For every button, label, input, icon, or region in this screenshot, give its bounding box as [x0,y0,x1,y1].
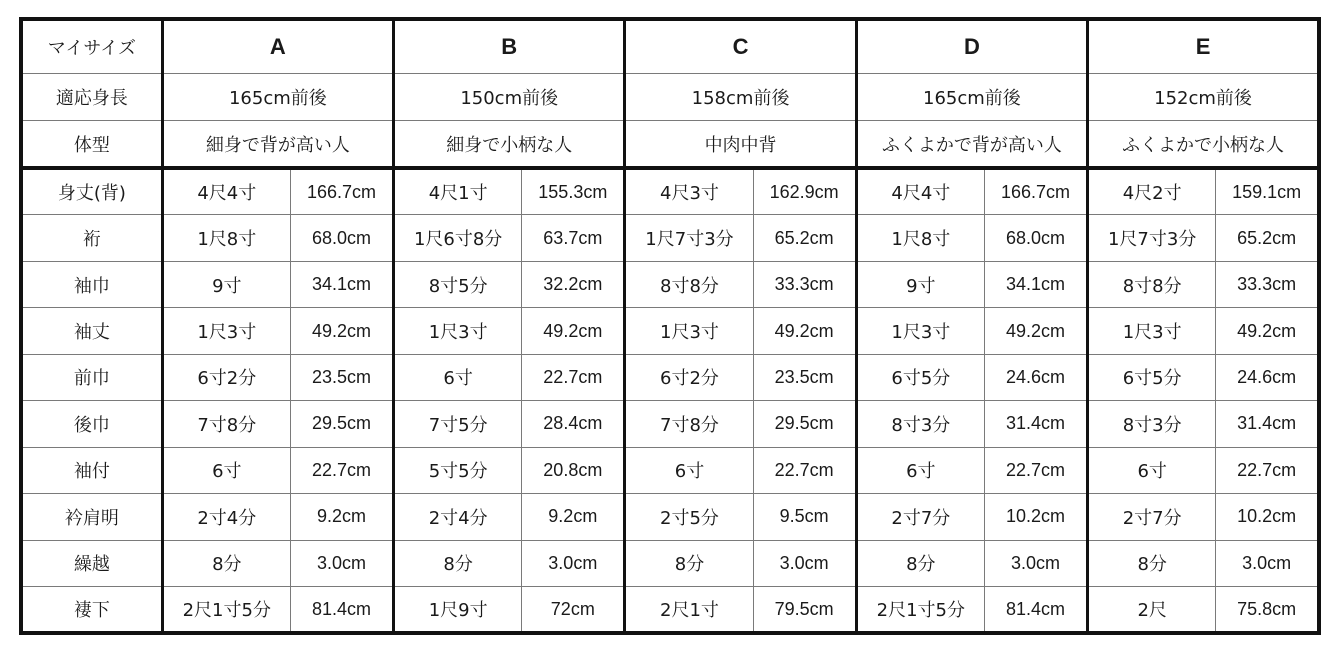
metric-measure-c: 162.9cm [753,168,856,214]
traditional-measure-b: 5寸5分 [394,447,522,493]
measurement-row [21,354,1319,400]
measurement-row [21,587,1319,633]
height-value-a: 165cm前後 [162,74,393,121]
traditional-measure-b: 2寸4分 [394,494,522,540]
metric-measure-a: 81.4cm [290,587,393,633]
measurement-row [21,447,1319,493]
metric-measure-a: 3.0cm [290,540,393,586]
metric-measure-e: 22.7cm [1216,447,1319,493]
traditional-measure-e: 1尺7寸3分 [1088,215,1216,261]
measurement-row [21,401,1319,447]
traditional-measure-d: 8寸3分 [856,401,984,447]
body-type-value-a: 細身で背が高い人 [162,121,393,168]
traditional-measure-c: 2寸5分 [625,494,753,540]
metric-measure-c: 23.5cm [753,354,856,400]
measurement-label: 繰越 [21,540,162,586]
measurement-label: 袖丈 [21,308,162,354]
metric-measure-e: 24.6cm [1216,354,1319,400]
metric-measure-c: 33.3cm [753,261,856,307]
measurement-label: 袖付 [21,447,162,493]
traditional-measure-a: 6寸 [162,447,290,493]
traditional-measure-d: 4尺4寸 [856,168,984,214]
height-value-e: 152cm前後 [1088,74,1319,121]
metric-measure-e: 75.8cm [1216,587,1319,633]
traditional-measure-d: 6寸5分 [856,354,984,400]
metric-measure-d: 68.0cm [984,215,1087,261]
metric-measure-b: 22.7cm [522,354,625,400]
traditional-measure-c: 1尺3寸 [625,308,753,354]
metric-measure-b: 155.3cm [522,168,625,214]
traditional-measure-d: 1尺8寸 [856,215,984,261]
height-row [21,74,1319,121]
metric-measure-a: 68.0cm [290,215,393,261]
metric-measure-a: 9.2cm [290,494,393,540]
metric-measure-c: 3.0cm [753,540,856,586]
metric-measure-c: 49.2cm [753,308,856,354]
traditional-measure-e: 6寸 [1088,447,1216,493]
traditional-measure-c: 2尺1寸 [625,587,753,633]
metric-measure-c: 29.5cm [753,401,856,447]
body-type-value-e: ふくよかで小柄な人 [1088,121,1319,168]
traditional-measure-e: 6寸5分 [1088,354,1216,400]
traditional-measure-c: 4尺3寸 [625,168,753,214]
measurement-row [21,215,1319,261]
traditional-measure-e: 1尺3寸 [1088,308,1216,354]
body-type-row [21,121,1319,168]
metric-measure-e: 159.1cm [1216,168,1319,214]
metric-measure-b: 49.2cm [522,308,625,354]
metric-measure-d: 31.4cm [984,401,1087,447]
traditional-measure-e: 2尺 [1088,587,1216,633]
height-value-c: 158cm前後 [625,74,856,121]
size-header-label: マイサイズ [21,19,162,74]
traditional-measure-a: 6寸2分 [162,354,290,400]
metric-measure-a: 29.5cm [290,401,393,447]
traditional-measure-d: 2寸7分 [856,494,984,540]
height-value-b: 150cm前後 [394,74,625,121]
metric-measure-c: 9.5cm [753,494,856,540]
traditional-measure-c: 1尺7寸3分 [625,215,753,261]
metric-measure-b: 72cm [522,587,625,633]
metric-measure-e: 33.3cm [1216,261,1319,307]
traditional-measure-e: 8寸8分 [1088,261,1216,307]
metric-measure-d: 34.1cm [984,261,1087,307]
metric-measure-d: 166.7cm [984,168,1087,214]
body-type-value-c: 中肉中背 [625,121,856,168]
metric-measure-b: 9.2cm [522,494,625,540]
traditional-measure-a: 1尺3寸 [162,308,290,354]
metric-measure-a: 166.7cm [290,168,393,214]
metric-measure-d: 10.2cm [984,494,1087,540]
metric-measure-d: 24.6cm [984,354,1087,400]
metric-measure-e: 49.2cm [1216,308,1319,354]
size-header-row [21,19,1319,74]
measurement-row [21,540,1319,586]
measurement-label: 袖巾 [21,261,162,307]
traditional-measure-b: 6寸 [394,354,522,400]
traditional-measure-c: 6寸 [625,447,753,493]
traditional-measure-b: 1尺3寸 [394,308,522,354]
measurement-label: 裄 [21,215,162,261]
size-letter-a: A [162,19,393,74]
size-letter-c: C [625,19,856,74]
size-letter-b: B [394,19,625,74]
table-body [21,19,1319,633]
traditional-measure-d: 6寸 [856,447,984,493]
traditional-measure-b: 7寸5分 [394,401,522,447]
measurement-row [21,494,1319,540]
metric-measure-a: 49.2cm [290,308,393,354]
height-label: 適応身長 [21,74,162,121]
metric-measure-e: 3.0cm [1216,540,1319,586]
metric-measure-c: 79.5cm [753,587,856,633]
traditional-measure-e: 8寸3分 [1088,401,1216,447]
metric-measure-b: 20.8cm [522,447,625,493]
metric-measure-c: 65.2cm [753,215,856,261]
traditional-measure-d: 2尺1寸5分 [856,587,984,633]
metric-measure-d: 49.2cm [984,308,1087,354]
size-letter-d: D [856,19,1087,74]
traditional-measure-e: 8分 [1088,540,1216,586]
traditional-measure-a: 7寸8分 [162,401,290,447]
metric-measure-e: 65.2cm [1216,215,1319,261]
measurement-label: 褄下 [21,587,162,633]
measurement-row [21,168,1319,214]
metric-measure-e: 10.2cm [1216,494,1319,540]
size-table [19,17,1321,635]
metric-measure-d: 3.0cm [984,540,1087,586]
traditional-measure-e: 2寸7分 [1088,494,1216,540]
traditional-measure-b: 1尺6寸8分 [394,215,522,261]
metric-measure-d: 22.7cm [984,447,1087,493]
traditional-measure-b: 1尺9寸 [394,587,522,633]
traditional-measure-a: 1尺8寸 [162,215,290,261]
measurement-label: 衿肩明 [21,494,162,540]
height-value-d: 165cm前後 [856,74,1087,121]
traditional-measure-c: 7寸8分 [625,401,753,447]
traditional-measure-e: 4尺2寸 [1088,168,1216,214]
metric-measure-b: 3.0cm [522,540,625,586]
metric-measure-e: 31.4cm [1216,401,1319,447]
measurement-label: 身丈(背) [21,168,162,214]
metric-measure-b: 32.2cm [522,261,625,307]
traditional-measure-d: 8分 [856,540,984,586]
traditional-measure-d: 9寸 [856,261,984,307]
traditional-measure-a: 8分 [162,540,290,586]
metric-measure-a: 34.1cm [290,261,393,307]
body-type-value-b: 細身で小柄な人 [394,121,625,168]
traditional-measure-b: 4尺1寸 [394,168,522,214]
measurement-label: 後巾 [21,401,162,447]
metric-measure-a: 23.5cm [290,354,393,400]
traditional-measure-d: 1尺3寸 [856,308,984,354]
traditional-measure-a: 9寸 [162,261,290,307]
traditional-measure-b: 8分 [394,540,522,586]
traditional-measure-c: 8寸8分 [625,261,753,307]
traditional-measure-a: 2寸4分 [162,494,290,540]
traditional-measure-a: 2尺1寸5分 [162,587,290,633]
metric-measure-c: 22.7cm [753,447,856,493]
traditional-measure-b: 8寸5分 [394,261,522,307]
metric-measure-a: 22.7cm [290,447,393,493]
metric-measure-b: 28.4cm [522,401,625,447]
traditional-measure-c: 8分 [625,540,753,586]
measurement-label: 前巾 [21,354,162,400]
body-type-value-d: ふくよかで背が高い人 [856,121,1087,168]
measurement-row [21,261,1319,307]
measurement-row [21,308,1319,354]
metric-measure-b: 63.7cm [522,215,625,261]
traditional-measure-c: 6寸2分 [625,354,753,400]
size-letter-e: E [1088,19,1319,74]
traditional-measure-a: 4尺4寸 [162,168,290,214]
body-type-label: 体型 [21,121,162,168]
metric-measure-d: 81.4cm [984,587,1087,633]
